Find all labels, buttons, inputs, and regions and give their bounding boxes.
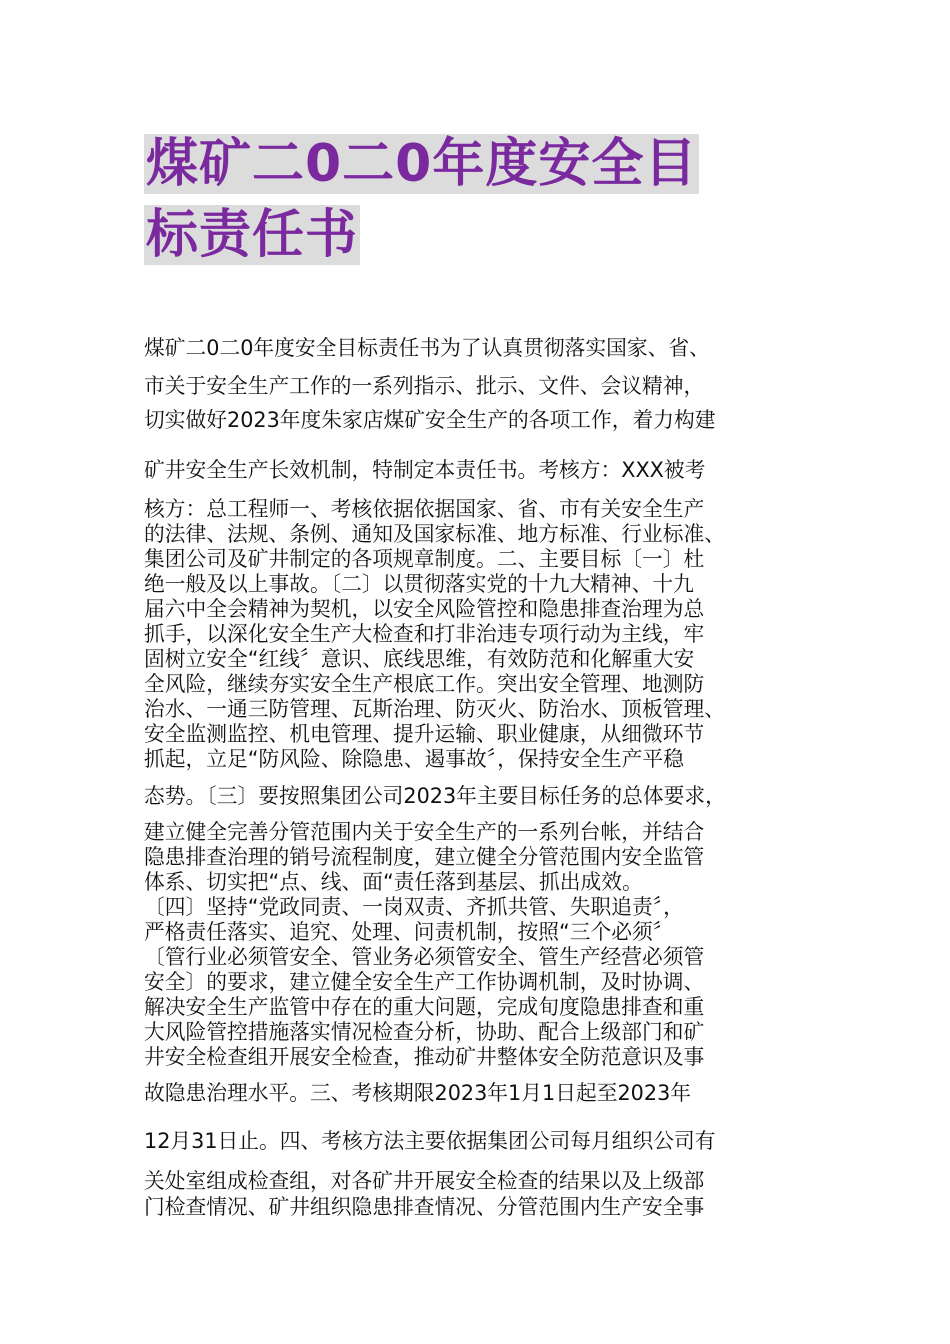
body-line: 大风险管控措施落实情况检查分析，协助、配合上级部门和矿 [144, 1020, 705, 1044]
body-line: 煤矿二0二0年度安全目标责任书为了认真贯彻落实国家、省、 [144, 336, 710, 360]
body-line: 12月31日止。四、考核方法主要依据集团公司每月组织公司有 [144, 1129, 716, 1153]
body-line: 市关于安全生产工作的一系列指示、批示、文件、会议精神， [144, 374, 705, 398]
body-line: 严格责任落实、追究、处理、问责机制，按照“三个必须〞 [144, 920, 674, 944]
body-line: 抓手，以深化安全生产大检查和打非治违专项行动为主线，牢 [144, 622, 705, 646]
body-line: 关处室组成检查组，对各矿井开展安全检查的结果以及上级部 [144, 1169, 705, 1193]
body-line: 矿井安全生产长效机制，特制定本责任书。考核方：XXX被考 [144, 458, 706, 482]
body-line: 核方：总工程师一、考核依据依据国家、省、市有关安全生产 [144, 497, 705, 521]
document-title-line-2: 标责任书 [146, 205, 359, 265]
body-line: 绝一般及以上事故。〔二〕以贯彻落实党的十九大精神、十九 [144, 572, 694, 596]
body-line: 的法律、法规、条例、通知及国家标准、地方标准、行业标准、 [144, 522, 726, 546]
body-line: 安全监测监控、机电管理、提升运输、职业健康，从细微环节 [144, 722, 705, 746]
body-line: 建立健全完善分管范围内关于安全生产的一系列台帐，并结合 [144, 820, 705, 844]
body-line: 安全〕的要求，建立健全安全生产工作协调机制，及时协调、 [144, 970, 705, 994]
body-line: 集团公司及矿井制定的各项规章制度。二、主要目标〔一〕杜 [144, 547, 705, 571]
body-line: 故隐患治理水平。三、考核期限2023年1月1日起至2023年 [144, 1081, 692, 1105]
body-line: 态势。〔三〕要按照集团公司2023年主要目标任务的总体要求， [144, 784, 726, 808]
body-line: 体系、切实把“点、线、面“责任落到基层、抓出成效。 [144, 870, 643, 894]
body-line: 〔管行业必须管安全、管业务必须管安全、管生产经营必须管 [144, 945, 705, 969]
body-line: 全风险，继续夯实安全生产根底工作。突出安全管理、地测防 [144, 672, 705, 696]
body-line: 井安全检查组开展安全检查，推动矿井整体安全防范意识及事 [144, 1045, 705, 1069]
body-line: 治水、一通三防管理、瓦斯治理、防灭火、防治水、顶板管理、 [144, 697, 726, 721]
body-line: 门检查情况、矿井组织隐患排查情况、分管范围内生产安全事 [144, 1195, 705, 1219]
body-line: 解决安全生产监管中存在的重大问题，完成旬度隐患排查和重 [144, 995, 705, 1019]
body-line: 固树立安全“红线〞意识、底线思维，有效防范和化解重大安 [144, 647, 695, 671]
body-line: 切实做好2023年度朱家店煤矿安全生产的各项工作，着力构建 [144, 408, 716, 432]
body-line: 届六中全会精神为契机，以安全风险管控和隐患排查治理为总 [144, 597, 705, 621]
body-line: 抓起，立足“防风险、除隐患、遏事故〞，保持安全生产平稳 [144, 747, 684, 771]
body-line: 〔四〕坚持“党政同责、一岗双责、齐抓共管、失职追责〞， [144, 895, 684, 919]
body-line: 隐患排查治理的销号流程制度，建立健全分管范围内安全监管 [144, 845, 705, 869]
document-title-line-1: 煤矿二0二0年度安全目 [146, 134, 698, 194]
